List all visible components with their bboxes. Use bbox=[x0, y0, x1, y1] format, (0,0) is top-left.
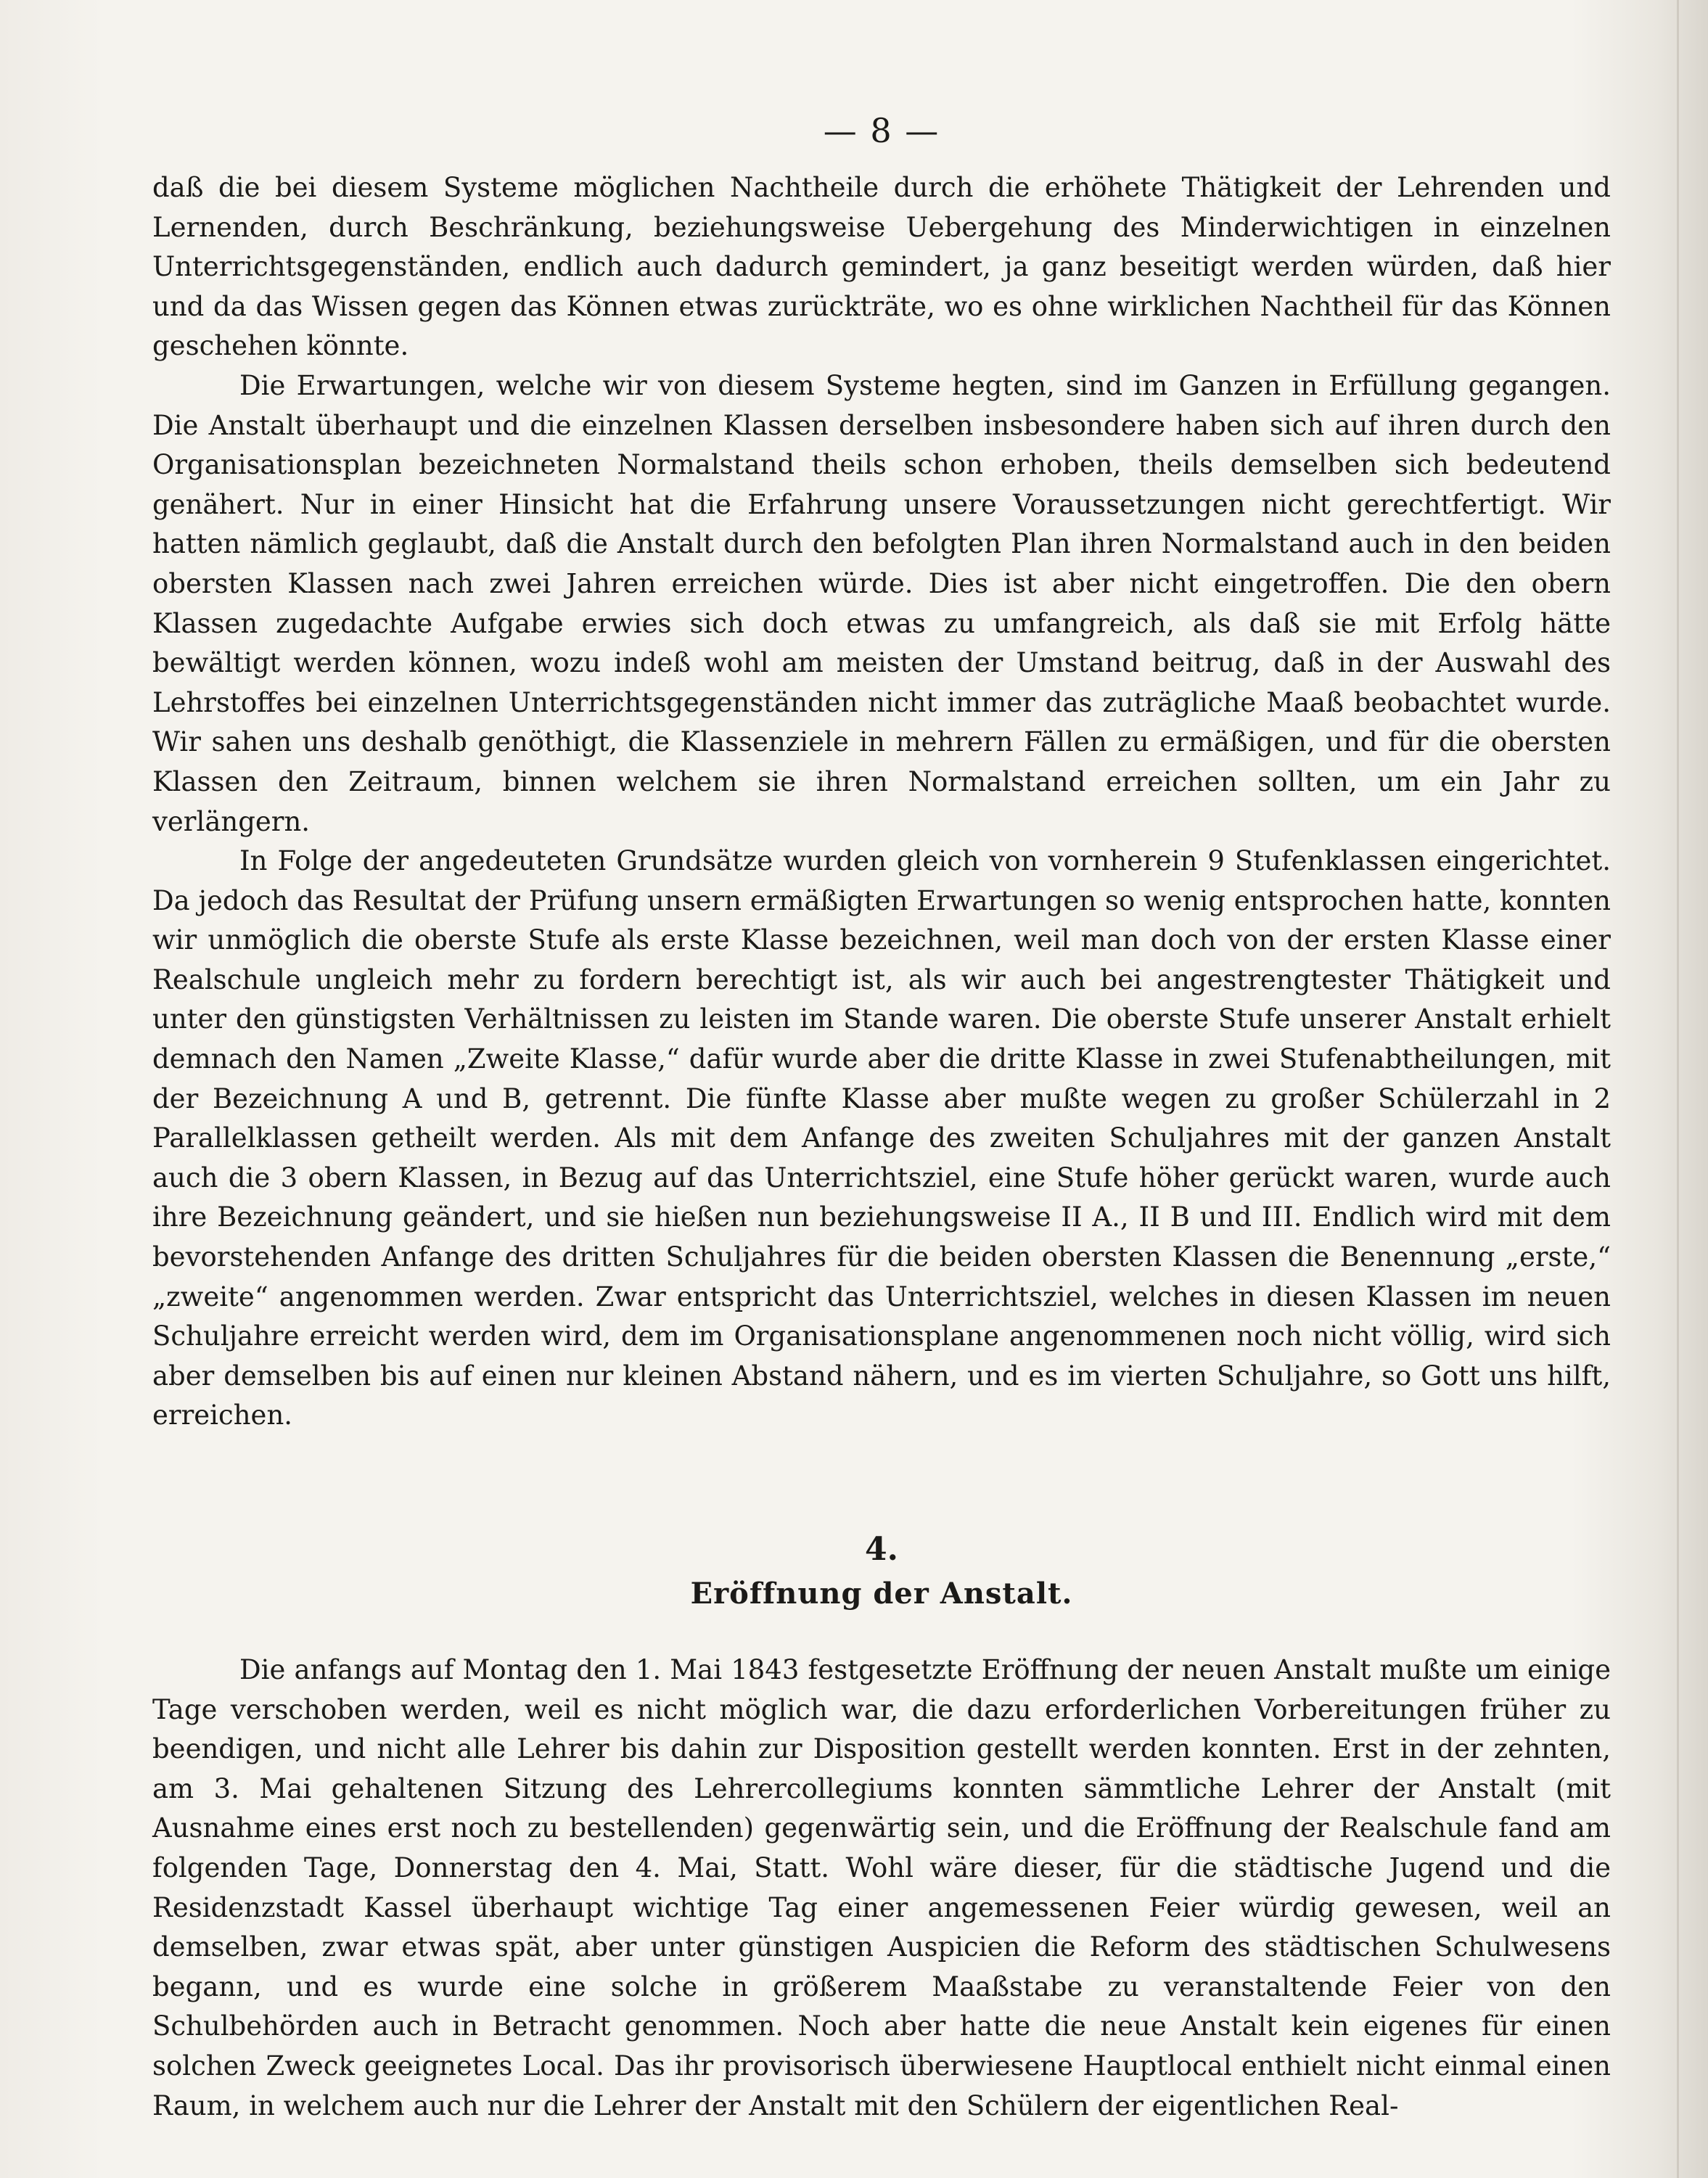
paragraph-opening: Die anfangs auf Montag den 1. Mai 1843 festgesetzte Eröffnung der neuen Anstalt mußte um einige Tage verschoben werden, weil es nicht möglich war, die dazu erforderlichen Vorbereitungen früher zu beendigen, und nicht alle Lehrer bis dahin zur Disposition gestellt werden konnten. Erst in der zehnten, am 3. Mai gehaltenen Sitzung des Lehrercollegiums konnten sämmtliche Lehrer der Anstalt (mit Ausnahme eines erst noch zu bestellenden) gegenwärtig sein, und die Eröffnung der Realschule fand am folgenden Tage, Donnerstag den 4. Mai, Statt. Wohl wäre dieser, für die städtische Jugend und die Residenzstadt Kassel überhaupt wichtige Tag einer angemessenen Feier würdig gewesen, weil an demselben, zwar etwas spät, aber unter günstigen Auspicien die Reform des städtischen Schulwesens begann, und es wurde eine solche in größerem Maaßstabe zu veranstaltende Feier von den Schulbehörden auch in Betracht genommen. Noch aber hatte die neue Anstalt kein eigenes für einen solchen Zweck geeignetes Local. Das ihr provisorisch überwiesene Hauptlocal enthielt nicht einmal einen Raum, in welchem auch nur die Lehrer der Anstalt mit den Schülern der eigentlichen Real- bbox=[152, 1654, 1611, 2121]
page-content bbox=[152, 109, 1611, 2126]
section-number: 4. bbox=[865, 1531, 898, 1568]
paragraph-continuation: daß die bei diesem Systeme möglichen Nachtheile durch die erhöhete Thätigkeit der Lehrenden und Lernenden, durch Beschränkung, beziehungsweise Uebergehung des Minderwichtigen in einzelnen Unterrichtsgegenständen, endlich auch dadurch gemindert, ja ganz beseitigt werden würden, daß hier und da das Wissen gegen das Können etwas zurückträte, wo es ohne wirklichen Nachtheil für das Können geschehen könnte. bbox=[152, 172, 1611, 362]
binding-edge bbox=[1677, 0, 1679, 2178]
paragraph-stufenklassen: In Folge der angedeuteten Grundsätze wurden gleich von vornherein 9 Stufenklassen eingerichtet. Da jedoch das Resultat der Prüfung unsern ermäßigten Erwartungen so wenig entsprochen hatte, konnten wir unmöglich die oberste Stufe als erste Klasse bezeichnen, weil man doch von der ersten Klasse einer Realschule ungleich mehr zu fordern berechtigt ist, als wir auch bei angestrengtester Thätigkeit und unter den günstigsten Verhältnissen zu leisten im Stande waren. Die oberste Stufe unserer Anstalt erhielt demnach den Namen „Zweite Klasse,“ dafür wurde aber die dritte Klasse in zwei Stufenabtheilungen, mit der Bezeichnung A und B, getrennt. Die fünfte Klasse aber mußte wegen zu großer Schülerzahl in 2 Parallelklassen getheilt werden. Als mit dem Anfange des zweiten Schuljahres mit der ganzen Anstalt auch die 3 obern Klassen, in Bezug auf das Unterrichtsziel, eine Stufe höher gerückt waren, wurde auch ihre Bezeichnung geändert, und sie hießen nun beziehungsweise II A., II B und III. Endlich wird mit dem bevorstehenden Anfange des dritten Schuljahres für die beiden obersten Klassen die Benennung „erste,“ „zweite“ angenommen werden. Zwar entspricht das Unterrichtsziel, welches in diesen Klassen im neuen Schuljahre erreicht werden wird, dem im Organisationsplane angenommenen noch nicht völlig, wird sich aber demselben bis auf einen nur kleinen Abstand nähern, und es im vierten Schuljahre, so Gott uns hilft, erreichen. bbox=[152, 845, 1611, 1431]
page-number: — 8 — bbox=[823, 111, 940, 150]
paragraph-expectations: Die Erwartungen, welche wir von diesem Systeme hegten, sind im Ganzen in Erfüllung gegangen. Die Anstalt überhaupt und die einzelnen Klassen derselben insbesondere haben sich auf ihren durch den Organisationsplan bezeichneten Normalstand theils schon erhoben, theils demselben sich bedeutend genähert. Nur in einer Hinsicht hat die Erfahrung unsere Voraussetzungen nicht gerechtfertigt. Wir hatten nämlich geglaubt, daß die Anstalt durch den befolgten Plan ihren Normalstand auch in den beiden obersten Klassen nach zwei Jahren erreichen würde. Dies ist aber nicht eingetroffen. Die den obern Klassen zugedachte Aufgabe erwies sich doch etwas zu umfangreich, als daß sie mit Erfolg hätte bewältigt werden können, wozu indeß wohl am meisten der Umstand beitrug, daß in der Auswahl des Lehrstoffes bei einzelnen Unterrichtsgegenständen nicht immer das zuträgliche Maaß beobachtet wurde. Wir sahen uns deshalb genöthigt, die Klassenziele in mehrern Fällen zu ermäßigen, und für die obersten Klassen den Zeitraum, binnen welchem sie ihren Normalstand erreichen sollten, um ein Jahr zu verlängern. bbox=[152, 369, 1611, 837]
section-title: Eröffnung der Anstalt. bbox=[690, 1577, 1073, 1611]
